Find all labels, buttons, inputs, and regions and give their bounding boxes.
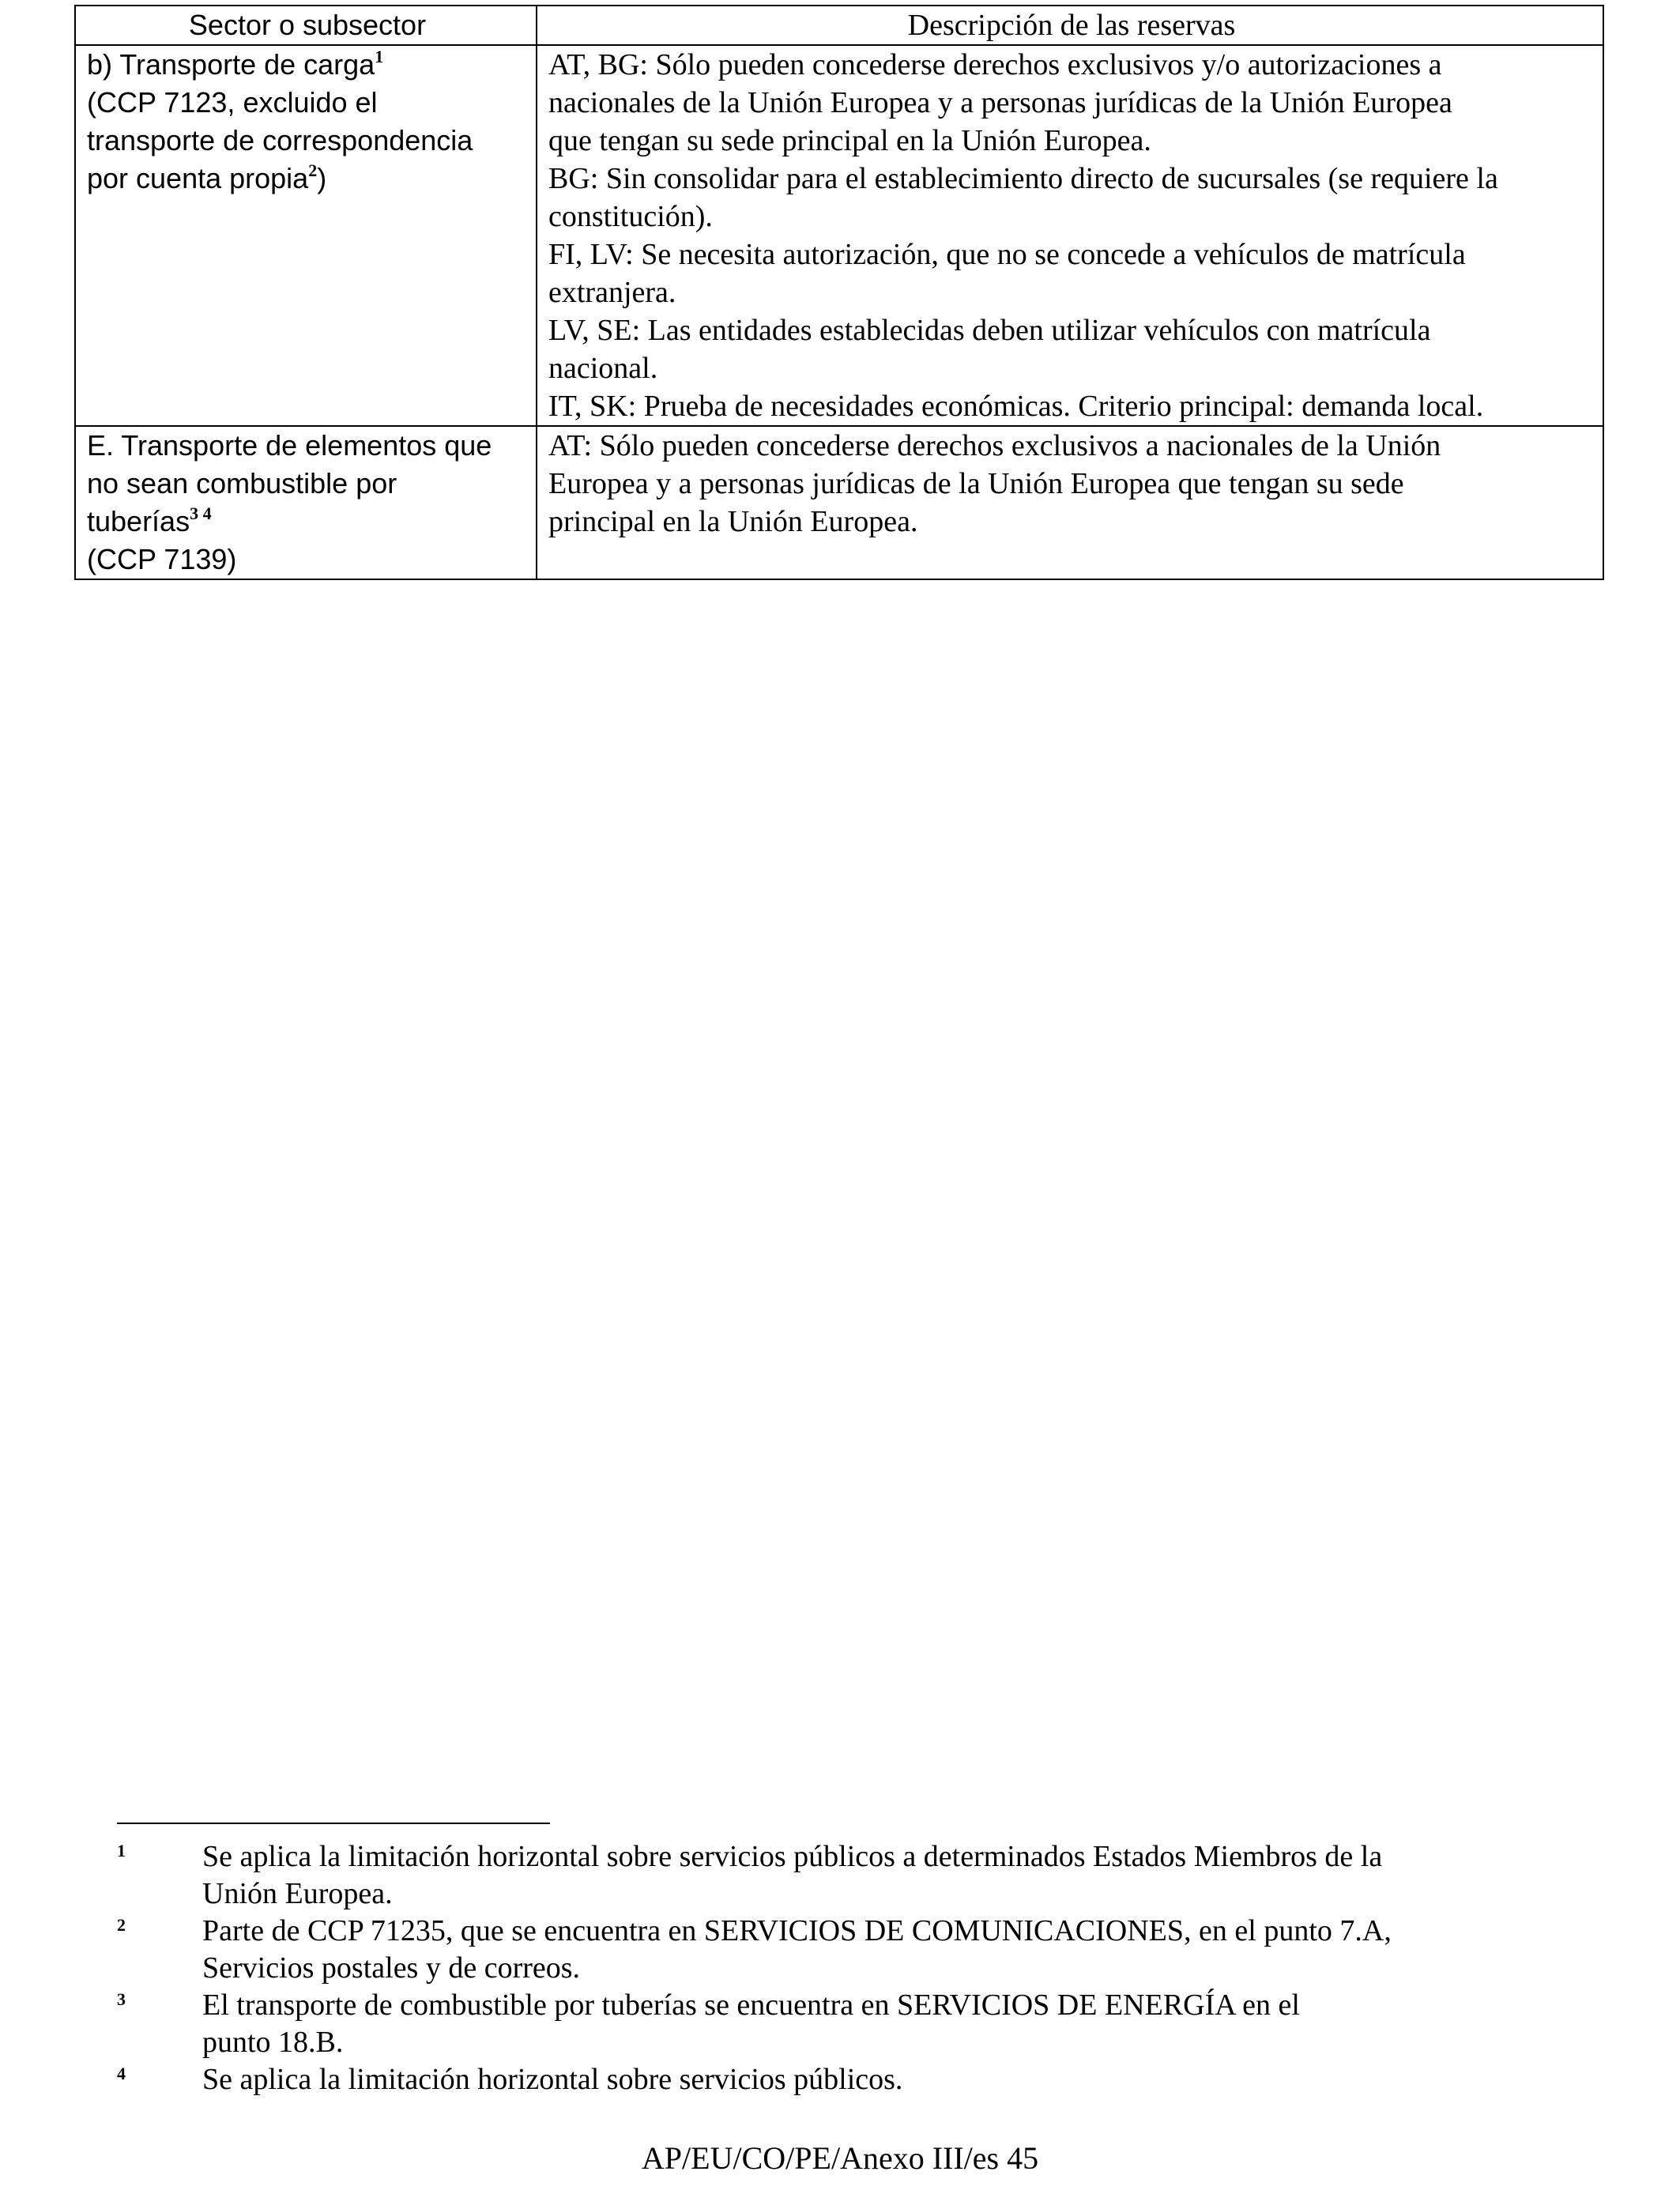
footnote-number: 4 [117,2064,126,2083]
table-header-row [75,6,1603,45]
footnote-line: El transporte de combustible por tuberías se encuentra en SERVICIOS DE ENERGÍA en el [202,1989,1300,2022]
sector-line: no sean combustible por [87,467,397,499]
description-cell [537,45,1603,426]
sector-line: por cuenta propia$^2$) [87,160,327,194]
footnotes [117,1838,1587,2098]
description-line: LV, SE: Las entidades establecidas deben utilizar vehículos con matrícula [548,314,1431,347]
footnote-line: punto 18.B. [202,2026,344,2059]
description-line: FI, LV: Se necesita autorización, que no se concede a vehículos de matrícula [548,238,1466,271]
footnote-line: Servicios postales y de correos. [202,1951,581,1985]
description-line: IT, SK: Prueba de necesidades económicas. Criterio principal: demanda local. [548,390,1484,423]
footnote-separator [117,1823,550,1824]
footnote-line: Se aplica la limitación horizontal sobre servicios públicos. [202,2063,903,2096]
description-line: Europea y a personas jurídicas de la Unión Europea que tengan su sede [548,467,1404,500]
sector-line: E. Transporte de elementos que [87,429,492,462]
description-line: AT: Sólo pueden concederse derechos exclusivos a nacionales de la Unión [548,429,1441,462]
description-line: nacional. [548,352,658,385]
description-cell [537,426,1603,579]
sector-cell [75,426,537,579]
footnote-number: 2 [117,1915,126,1935]
footnote-line: Parte de CCP 71235, que se encuentra en SERVICIOS DE COMUNICACIONES, en el punto 7.A, [202,1914,1392,1947]
description-line: BG: Sin consolidar para el establecimiento directo de sucursales (se requiere la [548,162,1498,195]
description-line: nacionales de la Unión Europea y a personas jurídicas de la Unión Europea [548,86,1452,119]
sector-line: b) Transporte de carga$^1$ [87,47,384,81]
header-description: Descripción de las reservas [537,6,1603,45]
footnote-item [117,1838,1587,1913]
footnote-ref: 2 [308,160,318,180]
footnote-line: Se aplica la limitación horizontal sobre servicios públicos a determinados Estados Miembros de la [202,1840,1383,1873]
footnote-ref: 1 [375,47,384,66]
footnote-item [117,1987,1587,2061]
footnote-item [117,2061,1587,2098]
header-sector: Sector o subsector [75,6,537,45]
sector-line: (CCP 7123, excluido el [87,86,378,119]
footnote-ref: 3 4 [190,503,212,523]
description-line: AT, BG: Sólo pueden concederse derechos exclusivos y/o autorizaciones a [548,48,1442,81]
description-line: que tengan su sede principal en la Unión Europea. [548,124,1151,157]
footnote-number: 3 [117,1989,126,2009]
description-line: extranjera. [548,276,676,309]
table-row [75,45,1603,426]
footnote-item [117,1913,1587,1987]
page-footer: AP/EU/CO/PE/Anexo III/es 45 [641,2140,1039,2176]
description-line: principal en la Unión Europea. [548,505,918,538]
table-row [75,426,1603,579]
footnote-number: 1 [117,1841,126,1860]
description-line: constitución). [548,200,713,233]
reservations-table [74,5,1604,580]
sector-line: (CCP 7139) [87,543,237,575]
footnote-line: Unión Europea. [202,1877,393,1910]
sector-line: tuberías$^{3 4}$ [87,503,212,537]
sector-cell [75,45,537,426]
sector-line: transporte de correspondencia [87,124,473,156]
